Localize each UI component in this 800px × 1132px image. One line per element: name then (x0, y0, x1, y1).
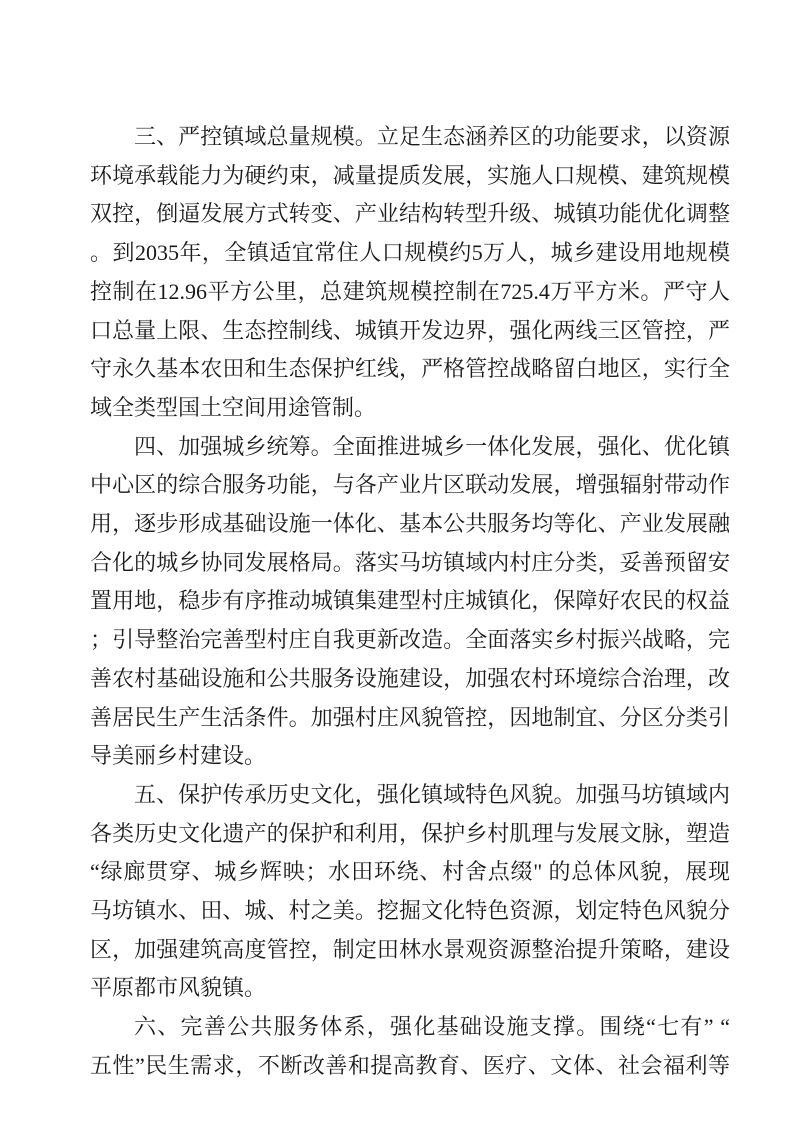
text-line: 。到2035年，全镇适宜常住人口规模约5万人，城乡建设用地规模 (90, 240, 730, 266)
text-line: 环境承载能力为硬约束，减量提质发展，实施人口规模、建筑规模 (90, 162, 730, 188)
text-line: 四、加强城乡统筹。全面推进城乡一体化发展，强化、优化镇 (134, 433, 730, 459)
text-line: 合化的城乡协同发展格局。落实马坊镇域内村庄分类，妥善预留安 (90, 549, 730, 575)
text-line: 守永久基本农田和生态保护红线，严格管控战略留白地区，实行全 (90, 356, 730, 382)
text-line: 导美丽乡村建设。 (90, 743, 267, 769)
text-line: ；引导整治完善型村庄自我更新改造。全面落实乡村振兴战略，完 (90, 627, 730, 653)
text-line: “绿廊贯穿、城乡辉映；水田环绕、村舍点缀" 的总体风貌，展现 (90, 859, 730, 885)
text-line: 五、保护传承历史文化，强化镇域特色风貌。加强马坊镇域内 (134, 781, 730, 807)
text-line: 口总量上限、生态控制线、城镇开发边界，强化两线三区管控，严 (90, 317, 730, 343)
text-line: 控制在12.96平方公里，总建筑规模控制在725.4万平方米。严守人 (90, 278, 730, 304)
text-line: 善农村基础设施和公共服务设施建设，加强农村环境综合治理，改 (90, 665, 730, 691)
text-line: 区，加强建筑高度管控，制定田林水景观资源整治提升策略，建设 (90, 936, 730, 962)
text-line: 用，逐步形成基础设施一体化、基本公共服务均等化、产业发展融 (90, 511, 730, 537)
text-line: 域全类型国土空间用途管制。 (90, 394, 377, 420)
text-line: 置用地，稳步有序推动城镇集建型村庄城镇化，保障好农民的权益 (90, 588, 730, 614)
text-line: 马坊镇水、田、城、村之美。挖掘文化特色资源，划定特色风貌分 (90, 898, 730, 924)
text-line: 五性”民生需求，不断改善和提高教育、医疗、文体、社会福利等 (90, 1052, 730, 1078)
text-line: 六、完善公共服务体系，强化基础设施支撑。围绕“七有” “ (134, 1014, 730, 1040)
text-line: 中心区的综合服务功能，与各产业片区联动发展，增强辐射带动作 (90, 472, 730, 498)
text-line: 各类历史文化遗产的保护和利用，保护乡村肌理与发展文脉，塑造 (90, 820, 730, 846)
text-line: 双控，倒逼发展方式转变、产业结构转型升级、城镇功能优化调整 (90, 201, 730, 227)
text-block (90, 118, 730, 1086)
text-line: 三、严控镇域总量规模。立足生态涵养区的功能要求，以资源 (134, 124, 730, 149)
text-line: 善居民生产生活条件。加强村庄风貌管控，因地制宜、分区分类引 (90, 704, 730, 730)
text-line: 平原都市风貌镇。 (90, 975, 267, 1001)
